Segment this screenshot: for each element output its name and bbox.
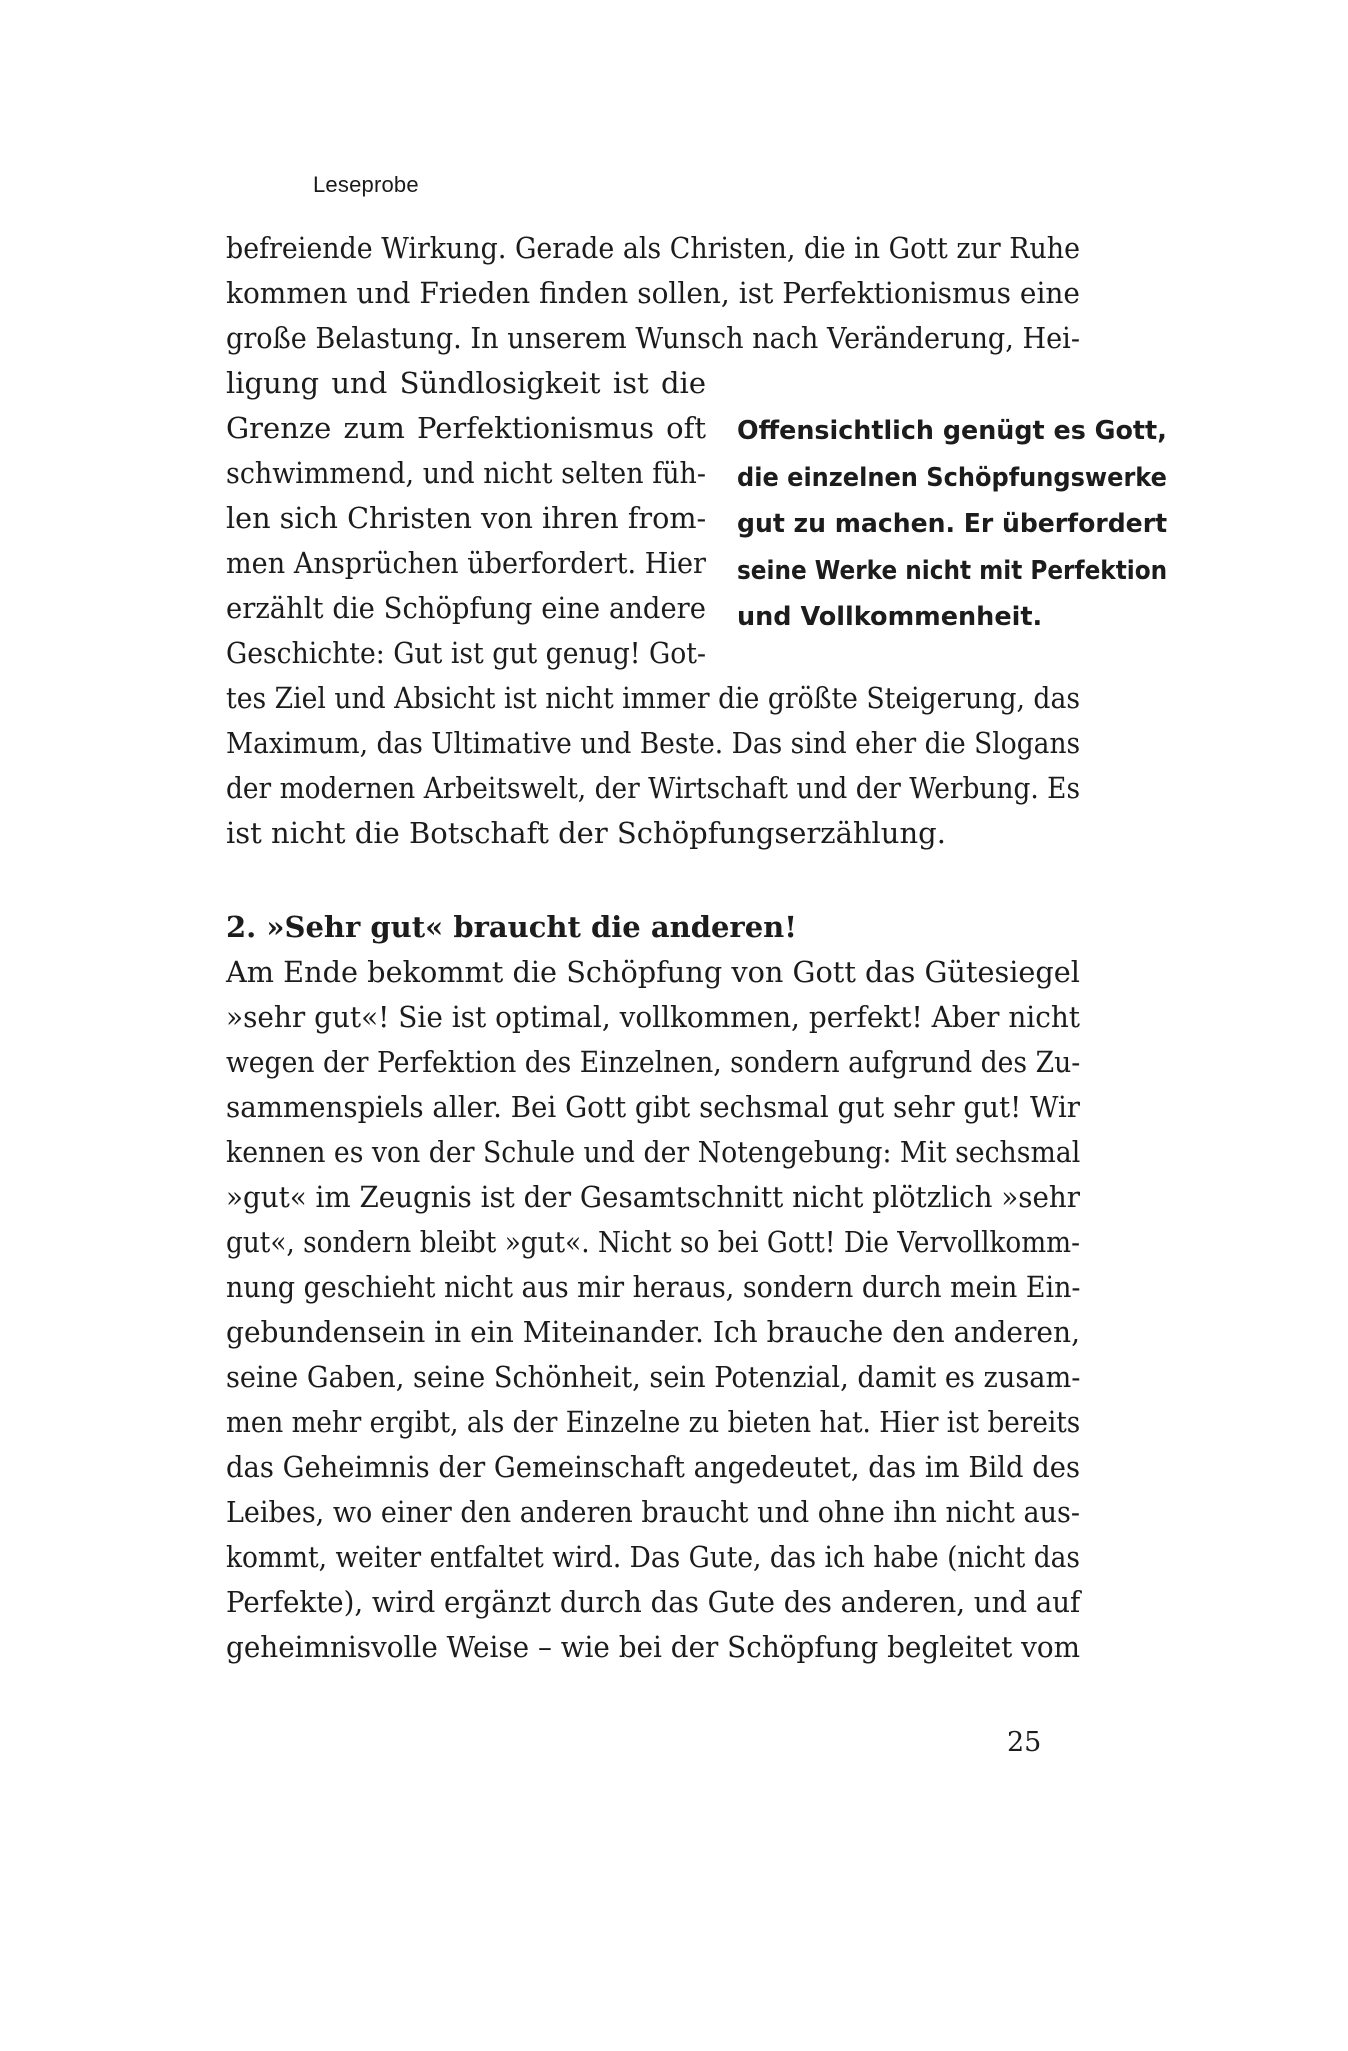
body-line: erzählt die Schöpfung eine andere xyxy=(226,591,706,625)
pull-quote-line: gut zu machen. Er überfordert xyxy=(737,509,1168,539)
body-line: gebundensein in ein Miteinander. Ich brauche den anderen, xyxy=(226,1315,1080,1349)
pull-quote-line: Offensichtlich genügt es Gott, xyxy=(737,416,1167,446)
body-line: geheimnisvolle Weise – wie bei der Schöpfung begleitet vom xyxy=(226,1630,1081,1664)
body-line: men Ansprüchen überfordert. Hier xyxy=(226,546,706,580)
body-line: wegen der Perfektion des Einzelnen, sondern aufgrund des Zu- xyxy=(226,1045,1081,1079)
body-line: tes Ziel und Absicht ist nicht immer die größte Steigerung, das xyxy=(226,681,1081,715)
body-line: das Geheimnis der Gemeinschaft angedeutet, das im Bild des xyxy=(226,1450,1080,1484)
body-line: Perfekte), wird ergänzt durch das Gute des anderen, und auf xyxy=(226,1585,1081,1619)
pull-quote-line: die einzelnen Schöpfungswerke xyxy=(737,462,1167,493)
body-line: »sehr gut«! Sie ist optimal, vollkommen, perfekt! Aber nicht xyxy=(226,1000,1080,1034)
body-line: len sich Christen von ihren from- xyxy=(226,501,707,535)
body-line: Grenze zum Perfektionismus oft xyxy=(226,411,706,445)
body-line: Geschichte: Gut ist gut genug! Got- xyxy=(226,636,706,670)
pull-quote xyxy=(737,408,1167,641)
body-line: Maximum, das Ultimative und Beste. Das sind eher die Slogans xyxy=(226,726,1081,760)
body-line: Am Ende bekommt die Schöpfung von Gott das Gütesiegel xyxy=(226,955,1080,989)
page-number: 25 xyxy=(1007,1727,1042,1758)
body-line: seine Gaben, seine Schönheit, sein Potenzial, damit es zusam- xyxy=(226,1360,1081,1394)
section-heading: 2. »Sehr gut« braucht die anderen! xyxy=(226,910,797,944)
body-line: ligung und Sündlosigkeit ist die xyxy=(226,366,706,400)
body-line: befreiende Wirkung. Gerade als Christen, die in Gott zur Ruhe xyxy=(226,231,1080,265)
body-line: men mehr ergibt, als der Einzelne zu bieten hat. Hier ist bereits xyxy=(226,1405,1081,1439)
body-line: große Belastung. In unserem Wunsch nach Veränderung, Hei- xyxy=(226,321,1080,355)
running-header: Leseprobe xyxy=(313,172,419,197)
body-line: sammenspiels aller. Bei Gott gibt sechsmal gut sehr gut! Wir xyxy=(226,1090,1081,1124)
body-line: der modernen Arbeitswelt, der Wirtschaft und der Werbung. Es xyxy=(226,771,1080,805)
body-line: kommt, weiter entfaltet wird. Das Gute, das ich habe (nicht das xyxy=(226,1540,1080,1574)
body-line: schwimmend, und nicht selten füh- xyxy=(226,456,706,490)
pull-quote-line: und Vollkommenheit. xyxy=(737,602,1043,632)
body-line: kennen es von der Schule und der Notengebung: Mit sechsmal xyxy=(226,1135,1081,1169)
body-line: kommen und Frieden finden sollen, ist Perfektionismus eine xyxy=(226,276,1080,310)
body-line: nung geschieht nicht aus mir heraus, sondern durch mein Ein- xyxy=(226,1270,1081,1304)
body-line: ist nicht die Botschaft der Schöpfungserzählung. xyxy=(226,816,946,850)
pull-quote-line: seine Werke nicht mit Perfektion xyxy=(737,555,1168,586)
body-line: Leibes, wo einer den anderen braucht und ohne ihn nicht aus- xyxy=(226,1495,1080,1529)
body-line: »gut« im Zeugnis ist der Gesamtschnitt nicht plötzlich »sehr xyxy=(226,1180,1080,1214)
body-line: gut«, sondern bleibt »gut«. Nicht so bei Gott! Die Vervollkomm- xyxy=(226,1225,1080,1259)
